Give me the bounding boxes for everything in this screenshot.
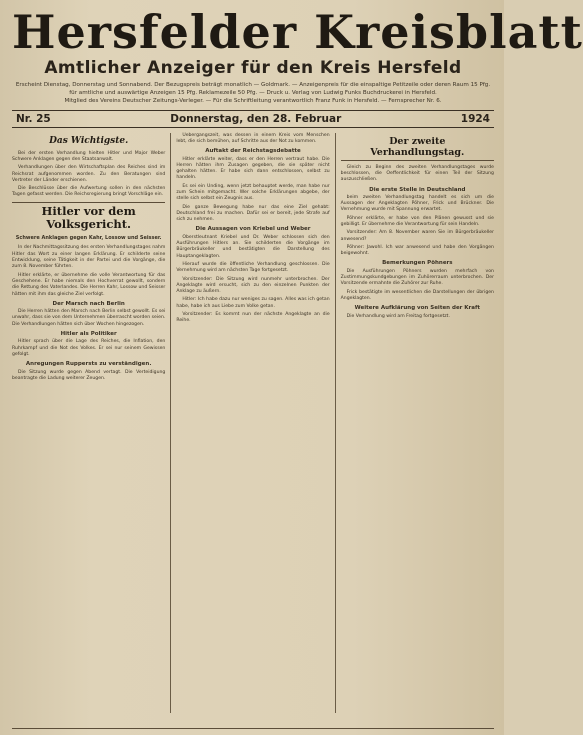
issue-date: Donnerstag, den 28. Februar	[170, 112, 342, 125]
pubinfo-line: Erscheint Dienstag, Donnerstag und Sonnabend. Der Bezugspreis beträgt monatlich — Goldmark. — Anzeigenpreis für die einspaltige Petitzeile oder deren Raum 15 Pfg.	[15, 82, 491, 88]
paragraph: Vorsitzender: Am 8. November waren Sie im Bürgerbräukeller anwesend?	[340, 230, 494, 242]
headline: Das Wichtigste.	[49, 135, 129, 146]
subheading: Der Marsch nach Berlin	[52, 300, 125, 307]
paragraph: Verhandlungen über den Wirtschaftsplan des Reiches sind im Reichsrat aufgenommen worden. Zu den Beratungen sind Vertreter der Länder erschienen.	[12, 165, 166, 183]
pubinfo-line: Mitglied des Vereins Deutscher Zeitungs-Verleger. — Für die Schriftleitung verantwortlich Franz Funk in Hersfeld. — Fernsprecher Nr. 6.	[64, 98, 442, 105]
article-columns	[12, 133, 494, 713]
subheading: Bemerkungen Pöhners	[382, 260, 453, 267]
issue-year: 1924	[460, 112, 490, 125]
pubinfo-line: für amtliche und auswärtige Anzeigen 15 Pfg. Reklamezeile 50 Pfg. — Druck u. Verlag von Ludwig Funks Buchdruckerei in Hersfeld.	[69, 90, 437, 97]
paragraph: Die Sitzung wurde gegen Abend vertagt. Die Verteidigung beantragte die Ladung weiterer Zeugen.	[12, 369, 166, 381]
paragraph: Die ganze Bewegung habe nur das eine Ziel gehabt: Deutschland frei zu machen. Dafür sei er bereit, jede Strafe auf sich zu nehmen.	[176, 204, 330, 223]
paragraph: beim zweiten Verhandlungstag handelt es sich um die Aussagen der Angeklagten Pöhner, Frick und Brückner. Die Vernehmung wurde mit Spannung erwartet.	[340, 194, 494, 213]
paragraph: Hitler: Ich habe dazu nur weniges zu sagen. Alles was ich getan habe, habe ich aus Liebe zum Volke getan.	[176, 297, 330, 309]
paragraph: Die Ausführungen Pöhners wurden mehrfach von Zustimmungskundgebungen im Zuhörerraum unterbrochen. Der Vorsitzende ermahnte die Zuhörer zur Ruhe.	[340, 268, 494, 287]
masthead-subtitle: Amtlicher Anzeiger für den Kreis Hersfeld	[44, 58, 462, 78]
column-2	[170, 133, 329, 713]
paragraph: Pöhner erklärte, er habe von den Plänen gewusst und sie gebilligt. Er übernehme die Verantwortung für sein Handeln.	[340, 215, 494, 227]
paragraph: Die Herren hätten den Marsch nach Berlin selbst gewollt. Es sei unwahr, dass sie von dem Unternehmen überrascht worden seien. Die Verhandlungen hätten sich über Wochen hingezogen.	[12, 309, 166, 327]
column-1	[12, 133, 165, 713]
paragraph: Die Beschlüsse über die Aufwertung sollen in den nächsten Tagen gefasst werden. Die Reichsregierung bringt Vorschläge ein.	[12, 186, 166, 198]
issue-number: Nr. 25	[16, 112, 51, 125]
paragraph: Hitler erklärte weiter, dass er den Herren vertraut habe. Die Herren hätten ihm Zusagen gegeben, die sie später nicht gehalten hätten. Er habe sich dann entschlossen, selbst zu handeln.	[176, 156, 330, 181]
paragraph: Hitler sprach über die Lage des Reiches, die Inflation, den Ruhrkampf und die Not des Volkes. Er sei nur seinem Gewissen gefolgt.	[12, 339, 166, 357]
paragraph: Uebergangszeit, was dessen in einem Kreis vom Menschen lebt, die sich bemühen, auf Schritte aus der Not zu kommen.	[176, 132, 330, 144]
dateline	[12, 110, 494, 128]
paragraph: In der Nachmittagssitzung des ersten Verhandlungstages nahm Hitler das Wort zu einer langen Erklärung. Er schilderte seine Entwicklung, seine Tätigkeit in der Partei und die Vorgänge, die zum 8. November führten.	[12, 245, 166, 270]
subheading: Die erste Stelle in Deutschland	[369, 186, 466, 193]
subheading: Hitler als Politiker	[60, 331, 117, 338]
paragraph: Die Verhandlung wird am Freitag fortgesetzt.	[346, 313, 450, 319]
subheading: Auftakt der Reichstagsdebatte	[205, 148, 301, 155]
paragraph: Bei der ersten Verhandlung hielten Hitler und Major Weber Schwere Anklagen gegen den Staatsanwalt.	[12, 150, 166, 162]
divider	[12, 202, 165, 203]
headline: Der zweite Verhandlungstag.	[341, 136, 494, 161]
bottom-divider	[12, 728, 494, 729]
paragraph: Vorsitzender: Es kommt nun der nächste Angeklagte an die Reihe.	[176, 312, 330, 324]
headline: Hitler vor dem Volksgericht.	[41, 204, 136, 232]
masthead-title: Hersfelder Kreisblatt	[12, 5, 583, 59]
paragraph: Es sei ein Unding, wenn jetzt behauptet werde, man habe nur zum Schein mitgemacht. Wer solche Erklärungen abgebe, der stelle sich selbst ein Zeugnis aus.	[176, 183, 330, 202]
subheading: Anregungen Ruppersts zu verständigen.	[25, 361, 152, 368]
subheading: Die Aussagen von Kriebel und Weber	[195, 226, 311, 233]
paragraph: Hierauf wurde die öffentliche Verhandlung geschlossen. Die Vernehmung wird am nächsten Tage fortgesetzt.	[176, 261, 330, 274]
paragraph: Vorsitzender: Die Sitzung wird nunmehr unterbrochen. Der Angeklagte wird ersucht, sich zu den einzelnen Punkten der Anklage zu äußern.	[176, 276, 330, 295]
paragraph: Frick bestätigte im wesentlichen die Darstellungen der übrigen Angeklagten.	[340, 289, 494, 301]
column-3	[335, 133, 494, 713]
paragraph: Oberstleutnant Kriebel und Dr. Weber schlossen sich den Ausführungen Hitlers an. Sie schilderten die Vorgänge im Bürgerbräukeller und bestätigten die Darstellung des Hauptangeklagten.	[176, 234, 330, 259]
paragraph: Pöhner: Jawohl. Ich war anwesend und habe den Vorgängen beigewohnt.	[340, 244, 494, 257]
deck: Schwere Anklagen gegen Kahr, Lossow und Seisser.	[15, 235, 162, 242]
publication-info	[12, 81, 494, 106]
paragraph: Gleich zu Beginn des zweiten Verhandlungstages wurde beschlossen, die Oeffentlichkeit für einen Teil der Sitzung auszuschließen.	[340, 164, 494, 183]
paragraph: Hitler erklärte, er übernehme die volle Verantwortung für das Geschehene. Er habe niemals den Hochverrat gewollt, sondern die Rettung des Vaterlandes. Die Herren Kahr, Lossow und Seisser hätten mit ihm das gleiche Ziel verfolgt.	[12, 272, 166, 297]
subheading: Weitere Aufklärung von Seiten der Kraft	[354, 305, 481, 312]
